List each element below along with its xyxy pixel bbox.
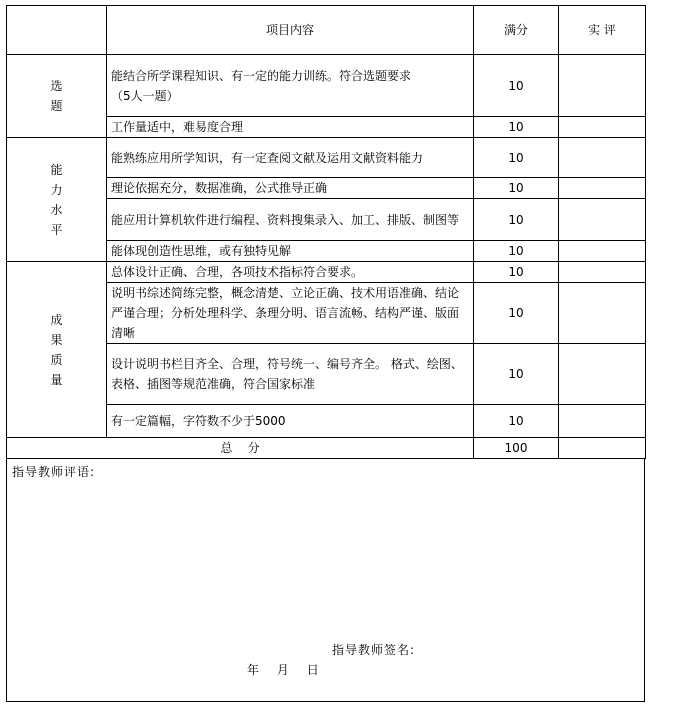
criteria-content: 能应用计算机软件进行编程、资料搜集录入、加工、排版、制图等: [107, 199, 474, 241]
actual-score-cell[interactable]: [559, 344, 646, 405]
full-score-cell: 10: [474, 262, 559, 283]
criteria-content: 能体现创造性思维，或有独特见解: [107, 241, 474, 262]
criteria-content: 说明书综述简练完整，概念清楚、立论正确、技术用语准确、结论严谨合理；分析处理科学、条理分明、语言流畅、结构严谨、版面清晰: [107, 283, 474, 344]
criteria-row: [7, 138, 646, 178]
category-char: 力: [50, 182, 63, 197]
total-label: 总 分: [7, 438, 474, 459]
criteria-content: 设计说明书栏目齐全、合理，符号统一、编号齐全。 格式、绘图、表格、插图等规范准确，符合国家标准: [107, 344, 474, 405]
criteria-content: 理论依据充分，数据准确，公式推导正确: [107, 178, 474, 199]
category-char: 水: [50, 202, 63, 217]
actual-score-cell[interactable]: [559, 55, 646, 117]
date-year: 年: [247, 663, 260, 677]
criteria-row: [7, 262, 646, 283]
header-row: [7, 6, 646, 55]
category-cell: [7, 262, 107, 438]
category-char: 能: [50, 162, 63, 177]
total-actual[interactable]: [559, 438, 646, 459]
header-actual: 实 评: [559, 6, 646, 55]
full-score-cell: 10: [474, 178, 559, 199]
actual-score-cell[interactable]: [559, 283, 646, 344]
full-score-cell: 10: [474, 55, 559, 117]
category-char: 题: [50, 99, 63, 113]
criteria-content: 总体设计正确、合理，各项技术指标符合要求。: [107, 262, 474, 283]
date-day: 日: [306, 663, 319, 677]
header-item: 项目内容: [107, 6, 474, 55]
teacher-comment-box[interactable]: [6, 459, 645, 702]
criteria-content: 能结合所学课程知识、有一定的能力训练。符合选题要求 （5人一题）: [107, 55, 474, 117]
full-score-cell: 10: [474, 138, 559, 178]
teacher-signature-label: 指导教师签名:: [332, 643, 416, 657]
actual-score-cell[interactable]: [559, 138, 646, 178]
criteria-row: [7, 55, 646, 117]
teacher-comment-label: 指导教师评语:: [12, 465, 96, 479]
category-cell: [7, 55, 107, 138]
actual-score-cell[interactable]: [559, 241, 646, 262]
full-score-cell: 10: [474, 241, 559, 262]
category-char: 量: [50, 372, 63, 387]
full-score-cell: 10: [474, 405, 559, 438]
full-score-cell: 10: [474, 117, 559, 138]
category-char: 果: [50, 332, 63, 347]
header-blank: [7, 6, 107, 55]
criteria-content: 有一定篇幅，字符数不少于5000: [107, 405, 474, 438]
full-score-cell: 10: [474, 283, 559, 344]
date-month: 月: [276, 663, 289, 677]
category-char: 平: [50, 222, 63, 237]
category-char: 选: [50, 79, 63, 93]
date-line: [247, 661, 333, 678]
criteria-content: 工作量适中，难易度合理: [107, 117, 474, 138]
category-char: 成: [50, 312, 63, 327]
evaluation-form: [6, 5, 645, 702]
header-full-score: 满分: [474, 6, 559, 55]
actual-score-cell[interactable]: [559, 178, 646, 199]
category-char: 质: [50, 352, 63, 367]
category-cell: [7, 138, 107, 262]
full-score-cell: 10: [474, 344, 559, 405]
score-table: [6, 5, 646, 459]
actual-score-cell[interactable]: [559, 262, 646, 283]
full-score-cell: 10: [474, 199, 559, 241]
criteria-content: 能熟练应用所学知识，有一定查阅文献及运用文献资料能力: [107, 138, 474, 178]
total-score: 100: [474, 438, 559, 459]
actual-score-cell[interactable]: [559, 199, 646, 241]
total-row: [7, 438, 646, 459]
actual-score-cell[interactable]: [559, 117, 646, 138]
actual-score-cell[interactable]: [559, 405, 646, 438]
